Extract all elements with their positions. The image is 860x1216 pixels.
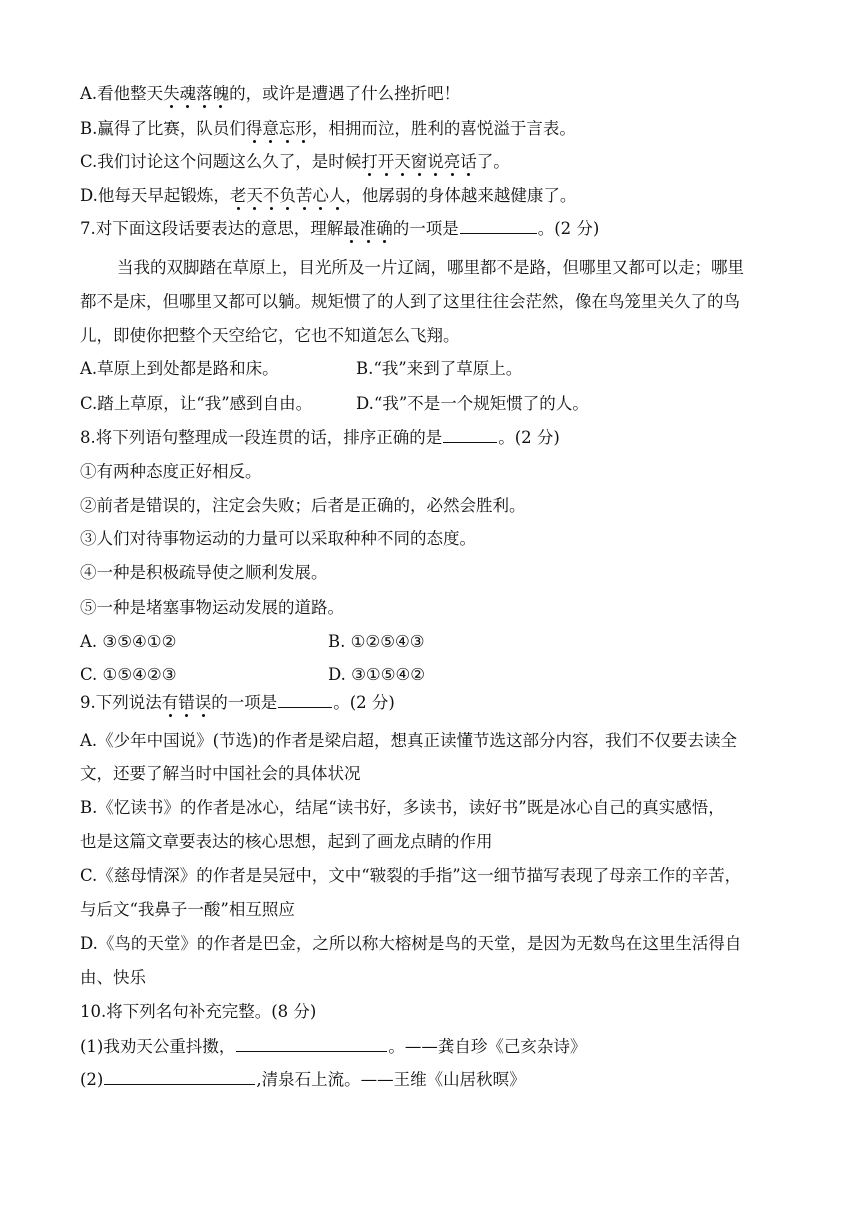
q8-sentence-2: ②前者是错误的，注定会失败；后者是正确的，必然会胜利。 (80, 496, 526, 515)
q8-sentence-4: ④一种是积极疏导使之顺利发展。 (80, 563, 328, 582)
emphasis-dot-char: 形 (295, 119, 312, 138)
emphasis-dot-char: 得 (245, 119, 263, 138)
q6-option-b (80, 117, 576, 141)
q6-a-pre: A.看他整天 (80, 84, 164, 103)
q7-option-d: D.“我”不是一个规矩惯了的人。 (356, 394, 589, 413)
emphasis-dot-char: 老 (229, 186, 247, 205)
emphasis-dot-char: 误 (194, 693, 212, 712)
q6-b-post: ，相拥而泣，胜利的喜悦溢于言表。 (311, 119, 576, 138)
emphasis-dot-char: 有 (161, 693, 179, 712)
q7-score: 。(2 分) (537, 219, 600, 238)
q6-b-pre: B.赢得了比赛，队员们 (80, 119, 246, 138)
q9-stem-pre: 9.下列说法 (80, 693, 162, 712)
q6-d-pre: D.他每天早起锻炼， (80, 186, 230, 205)
q8-stem (80, 426, 560, 450)
emphasis-dot-char: 落 (196, 84, 213, 103)
q7-stem-emphasis (343, 219, 393, 238)
q9-line-1: A.《少年中国说》(节选)的作者是梁启超，想真正读懂节选这部分内容，我们不仅要去读全 (80, 731, 738, 750)
emphasis-dot-char: 意 (262, 119, 279, 138)
emphasis-dot-char: 人 (328, 186, 346, 205)
emphasis-dot-char: 窗 (410, 152, 428, 171)
q8-option-b: B. ①②⑤④③ (328, 632, 425, 651)
q6-option-a (80, 82, 460, 106)
emphasis-dot-char: 负 (279, 186, 296, 205)
q9-stem-post: 的一项是 (211, 693, 278, 712)
q6-option-d (80, 184, 576, 208)
q8-option-c: C. ①⑤④②③ (80, 665, 177, 684)
q6-a-post: 的，或许是遭遇了什么挫折吧！ (229, 84, 461, 103)
emphasis-dot-char: 忘 (278, 119, 296, 138)
q7-passage-line-1: 当我的双脚踏在草原上，目光所及一片辽阔，哪里都不是路，但哪里又都可以走；哪里 (117, 258, 744, 277)
emphasis-dot-char: 魂 (179, 84, 197, 103)
q7-passage-line-2: 都不是床，但哪里又都可以躺。规矩惯了的人到了这里往往会茫然，像在鸟笼里关久了的鸟 (80, 292, 740, 311)
q8-stem-text: 8.将下列语句整理成一段连贯的话，排序正确的是 (80, 428, 443, 447)
q9-stem (80, 691, 395, 715)
q6-option-c (80, 150, 510, 174)
emphasis-dot-char: 准 (359, 219, 377, 238)
emphasis-dot-char: 最 (343, 219, 360, 238)
q10-1-answer-blank[interactable] (236, 1035, 387, 1052)
q10-2-answer-blank[interactable] (104, 1068, 255, 1085)
q9-line-8: 由、快乐 (80, 968, 146, 987)
emphasis-dot-char: 亮 (443, 152, 461, 171)
q9-line-2: 文，还要了解当时中国社会的具体状况 (80, 764, 361, 783)
emphasis-dot-char: 说 (427, 152, 444, 171)
q10-1-pre: (1)我劝天公重抖擞， (80, 1037, 236, 1056)
emphasis-dot-char: 天 (394, 152, 411, 171)
q8-option-d: D. ③①⑤④② (328, 665, 426, 684)
q7-answer-blank[interactable] (460, 217, 537, 234)
q6-c-pre: C.我们讨论这个问题这么久了，是时候 (80, 152, 362, 171)
q6-d-emphasis (230, 186, 346, 205)
q10-2-post: ,清泉石上流。——王维《山居秋暝》 (256, 1070, 526, 1089)
emphasis-dot-char: 心 (312, 186, 329, 205)
q6-d-post: ，他孱弱的身体越来越健康了。 (345, 186, 577, 205)
emphasis-dot-char: 苦 (295, 186, 313, 205)
q8-answer-blank[interactable] (443, 426, 497, 443)
q10-item-2 (80, 1068, 526, 1092)
emphasis-dot-char: 错 (178, 693, 195, 712)
q8-score: 。(2 分) (498, 428, 560, 447)
emphasis-dot-char: 失 (163, 84, 180, 103)
emphasis-dot-char: 确 (376, 219, 393, 238)
q7-passage-line-3: 儿，即使你把整个天空给它，它也不知道怎么飞翔。 (80, 326, 460, 345)
q9-line-7: D.《鸟的天堂》的作者是巴金，之所以称大榕树是鸟的天堂，是因为无数鸟在这里生活得自 (80, 934, 742, 953)
q8-sentence-3: ③人们对待事物运动的力量可以采取种种不同的态度。 (80, 529, 476, 548)
emphasis-dot-char: 不 (262, 186, 280, 205)
q9-stem-emphasis (162, 693, 212, 712)
emphasis-dot-char: 开 (377, 152, 395, 171)
q7-stem (80, 217, 599, 241)
q6-c-emphasis (361, 152, 477, 171)
q6-b-emphasis (246, 119, 312, 138)
emphasis-dot-char: 魄 (212, 84, 230, 103)
q9-line-5: C.《慈母情深》的作者是吴冠中，文中“皲裂的手指”这一细节描写表现了母亲工作的辛苦， (80, 866, 742, 885)
q8-option-a: A. ③⑤④①② (80, 632, 177, 651)
q10-1-post: 。——龚自珍《己亥杂诗》 (388, 1037, 587, 1056)
q9-score: 。(2 分) (333, 693, 395, 712)
emphasis-dot-char: 天 (246, 186, 263, 205)
q7-stem-post: 的一项是 (392, 219, 459, 238)
q10-stem: 10.将下列名句补充完整。(8 分) (80, 1002, 317, 1021)
q10-2-pre: (2) (80, 1070, 104, 1089)
q7-option-c: C.踏上草原，让“我”感到自由。 (80, 394, 313, 413)
emphasis-dot-char: 打 (361, 152, 378, 171)
q8-sentence-5: ⑤一种是堵塞事物运动发展的道路。 (80, 598, 344, 617)
q10-item-1 (80, 1035, 586, 1059)
q9-answer-blank[interactable] (278, 691, 332, 708)
q7-stem-pre: 7.对下面这段话要表达的意思，理解 (80, 219, 344, 238)
emphasis-dot-char: 话 (460, 152, 477, 171)
q8-sentence-1: ①有两种态度正好相反。 (80, 462, 262, 481)
q9-line-3: B.《忆读书》的作者是冰心，结尾“读书好，多读书，读好书”既是冰心自己的真实感悟， (80, 798, 725, 817)
q6-c-post: 了。 (476, 152, 510, 171)
q6-a-emphasis (163, 84, 229, 103)
q9-line-4: 也是这篇文章要表达的核心思想，起到了画龙点睛的作用 (80, 832, 493, 851)
q7-option-a: A.草原上到处都是路和床。 (80, 359, 279, 378)
q9-line-6: 与后文“我鼻子一酸”相互照应 (80, 900, 295, 919)
q7-option-b: B.“我”来到了草原上。 (356, 359, 523, 378)
